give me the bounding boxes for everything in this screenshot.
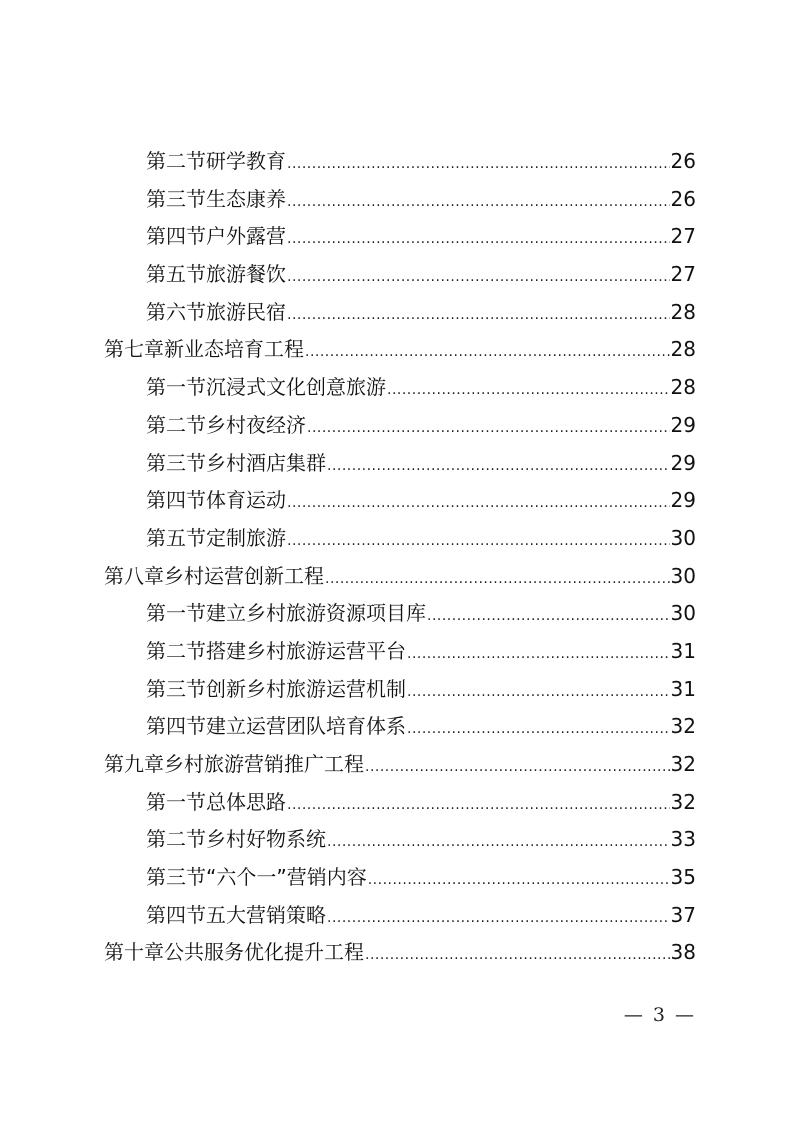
toc-dot-leader xyxy=(387,372,670,410)
toc-chapter-entry[interactable] xyxy=(0,746,800,784)
toc-entry-number: 第二节 xyxy=(146,638,206,663)
toc-entry-number: 第一节 xyxy=(146,375,206,400)
toc-entry-line xyxy=(146,256,696,297)
toc-chapter-entry[interactable] xyxy=(0,331,800,369)
toc-dot-leader xyxy=(325,561,670,599)
toc-entry-number: 第七章 xyxy=(104,337,164,362)
toc-section-entry[interactable] xyxy=(0,671,800,709)
toc-entry-number: 第四节 xyxy=(146,902,206,927)
toc-entry-page: 29 xyxy=(670,488,696,513)
toc-entry-title: 新业态培育工程 xyxy=(164,337,304,362)
toc-entry-page: 27 xyxy=(670,262,696,287)
toc-entry-number: 第三节 xyxy=(146,865,206,890)
toc-entry-title: 沉浸式文化创意旅游 xyxy=(206,375,386,400)
toc-entry-title: 户外露营 xyxy=(206,224,286,249)
toc-dot-leader xyxy=(407,674,670,712)
toc-entry-line xyxy=(104,331,696,372)
toc-dot-leader xyxy=(287,146,670,184)
toc-entry-number: 第四节 xyxy=(146,714,206,739)
toc-entry-title: 五大营销策略 xyxy=(206,902,326,927)
toc-entry-number: 第二节 xyxy=(146,412,206,437)
toc-entry-line xyxy=(146,633,696,674)
toc-entry-number: 第五节 xyxy=(146,262,206,287)
toc-entry-page: 27 xyxy=(670,224,696,249)
toc-entry-line xyxy=(146,482,696,523)
toc-entry-line xyxy=(146,784,696,825)
toc-entry-title: 定制旅游 xyxy=(206,525,286,550)
toc-entry-number: 第八章 xyxy=(104,563,164,588)
toc-entry-page: 31 xyxy=(670,676,696,701)
toc-entry-number: 第五节 xyxy=(146,525,206,550)
toc-section-entry[interactable] xyxy=(0,218,800,256)
toc-entry-line xyxy=(146,821,696,862)
toc-entry-page: 32 xyxy=(670,714,696,739)
toc-dot-leader xyxy=(307,410,670,448)
toc-entry-title: “六个一”营销内容 xyxy=(206,865,367,890)
toc-section-entry[interactable] xyxy=(0,407,800,445)
toc-section-entry[interactable] xyxy=(0,821,800,859)
toc-entry-page: 33 xyxy=(670,827,696,852)
page-number: — 3 — xyxy=(623,1004,696,1026)
toc-entry-line xyxy=(104,558,696,599)
toc-chapter-entry[interactable] xyxy=(0,558,800,596)
toc-entry-title: 旅游餐饮 xyxy=(206,262,286,287)
toc-entry-page: 28 xyxy=(670,375,696,400)
toc-section-entry[interactable] xyxy=(0,256,800,294)
toc-entry-number: 第一节 xyxy=(146,601,206,626)
toc-entry-title: 总体思路 xyxy=(206,789,286,814)
toc-entry-title: 研学教育 xyxy=(206,149,286,173)
toc-dot-leader xyxy=(287,485,670,523)
toc-section-entry[interactable] xyxy=(0,294,800,332)
toc-entry-page: 29 xyxy=(670,412,696,437)
toc-dot-leader xyxy=(327,900,670,938)
toc-entry-title: 乡村酒店集群 xyxy=(206,450,326,475)
toc-dot-leader xyxy=(287,523,670,561)
toc-entry-line xyxy=(104,934,696,975)
toc-section-entry[interactable] xyxy=(0,181,800,219)
toc-entry-title: 建立运营团队培育体系 xyxy=(206,714,406,739)
toc-entry-line xyxy=(146,671,696,712)
toc-entry-title: 乡村运营创新工程 xyxy=(164,563,324,588)
toc-section-entry[interactable] xyxy=(0,708,800,746)
toc-section-entry[interactable] xyxy=(0,520,800,558)
toc-entry-line xyxy=(146,181,696,222)
toc-entry-line xyxy=(146,369,696,410)
toc-dot-leader xyxy=(407,711,670,749)
toc-entry-title: 创新乡村旅游运营机制 xyxy=(206,676,406,701)
toc-dot-leader xyxy=(287,787,670,825)
toc-entry-line xyxy=(146,143,696,184)
toc-section-entry[interactable] xyxy=(0,143,800,181)
toc-entry-title: 乡村夜经济 xyxy=(206,412,306,437)
toc-entry-title: 建立乡村旅游资源项目库 xyxy=(206,601,426,626)
toc-entry-title: 生态康养 xyxy=(206,186,286,211)
toc-entry-line xyxy=(146,708,696,749)
toc-entry-page: 38 xyxy=(670,940,696,965)
toc-entry-page: 32 xyxy=(670,752,696,776)
toc-section-entry[interactable] xyxy=(0,633,800,671)
toc-entry-page: 26 xyxy=(670,149,696,173)
toc-chapter-entry[interactable] xyxy=(0,934,800,972)
toc-entry-line xyxy=(146,294,696,335)
toc-dot-leader xyxy=(368,862,670,900)
toc-entry-page: 26 xyxy=(670,186,696,211)
toc-entry-page: 30 xyxy=(670,525,696,550)
toc-entry-number: 第三节 xyxy=(146,186,206,211)
toc-dot-leader xyxy=(305,334,670,372)
toc-entry-number: 第三节 xyxy=(146,676,206,701)
toc-entry-page: 29 xyxy=(670,450,696,475)
toc-entry-page: 32 xyxy=(670,789,696,814)
toc-entry-title: 搭建乡村旅游运营平台 xyxy=(206,638,406,663)
toc-entry-page: 30 xyxy=(670,601,696,626)
toc-dot-leader xyxy=(287,259,670,297)
toc-entry-title: 旅游民宿 xyxy=(206,299,286,324)
toc-section-entry[interactable] xyxy=(0,482,800,520)
toc-entry-page: 31 xyxy=(670,638,696,663)
toc-entry-page: 28 xyxy=(670,299,696,324)
toc-section-entry[interactable] xyxy=(0,445,800,483)
toc-entry-number: 第二节 xyxy=(146,827,206,852)
toc-entry-line xyxy=(146,897,696,938)
toc-entry-page: 30 xyxy=(670,563,696,588)
toc-dot-leader xyxy=(287,297,670,335)
toc-dot-leader xyxy=(327,824,670,862)
toc-entry-title: 体育运动 xyxy=(206,488,286,513)
toc-section-entry[interactable] xyxy=(0,897,800,935)
table-of-contents xyxy=(0,143,800,972)
toc-entry-number: 第一节 xyxy=(146,789,206,814)
toc-dot-leader xyxy=(287,184,670,222)
toc-entry-number: 第九章 xyxy=(104,752,164,776)
toc-dot-leader xyxy=(287,221,670,259)
toc-entry-number: 第三节 xyxy=(146,450,206,475)
toc-entry-line xyxy=(146,520,696,561)
toc-entry-page: 28 xyxy=(670,337,696,362)
toc-entry-line xyxy=(146,218,696,259)
toc-section-entry[interactable] xyxy=(0,784,800,822)
toc-entry-number: 第四节 xyxy=(146,488,206,513)
toc-entry-page: 37 xyxy=(670,902,696,927)
toc-entry-line xyxy=(104,746,696,787)
toc-entry-page: 35 xyxy=(670,865,696,890)
toc-entry-title: 公共服务优化提升工程 xyxy=(164,940,364,965)
toc-entry-title: 乡村旅游营销推广工程 xyxy=(164,752,364,776)
toc-entry-line xyxy=(146,859,696,900)
toc-entry-number: 第二节 xyxy=(146,149,206,173)
toc-entry-title: 乡村好物系统 xyxy=(206,827,326,852)
toc-dot-leader xyxy=(327,448,670,486)
toc-entry-line xyxy=(146,407,696,448)
toc-entry-number: 第四节 xyxy=(146,224,206,249)
toc-entry-line xyxy=(146,445,696,486)
toc-entry-line xyxy=(146,595,696,636)
toc-dot-leader xyxy=(365,937,670,975)
toc-entry-number: 第六节 xyxy=(146,299,206,324)
toc-dot-leader xyxy=(365,749,670,787)
toc-dot-leader xyxy=(407,636,670,674)
toc-entry-number: 第十章 xyxy=(104,940,164,965)
toc-section-entry[interactable] xyxy=(0,859,800,897)
toc-section-entry[interactable] xyxy=(0,369,800,407)
toc-section-entry[interactable] xyxy=(0,595,800,633)
toc-dot-leader xyxy=(427,598,670,636)
